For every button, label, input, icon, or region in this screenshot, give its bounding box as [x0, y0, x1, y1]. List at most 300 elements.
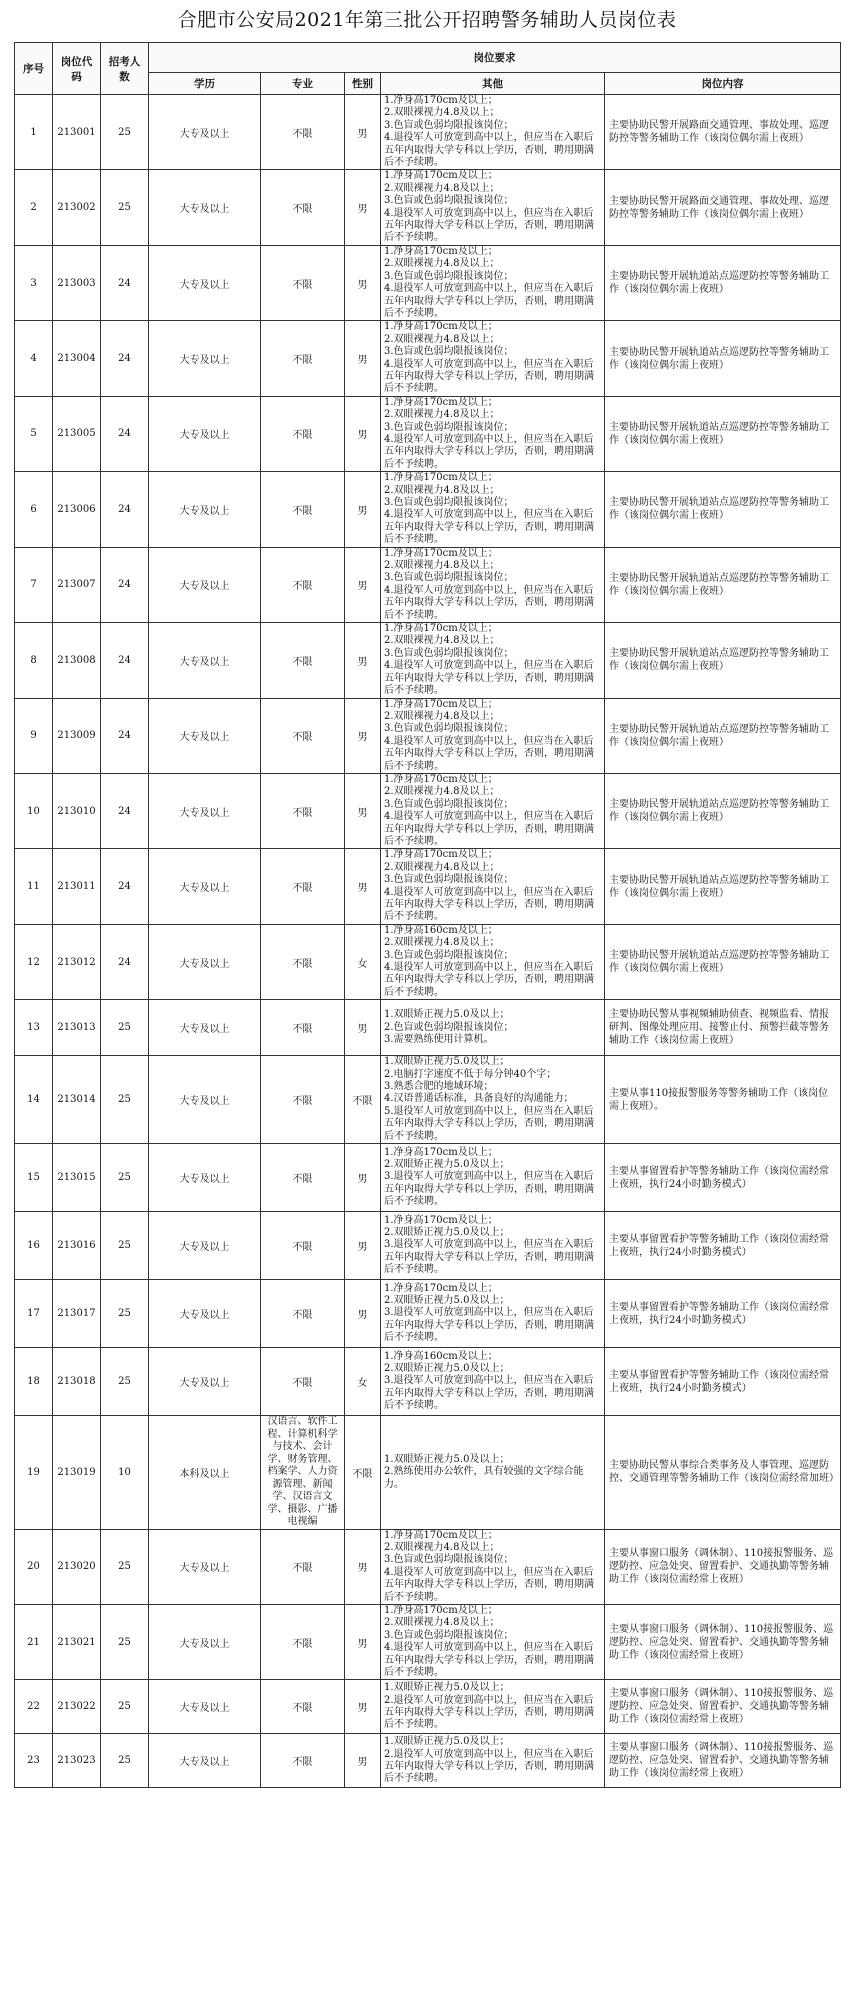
requirement-line: 1.净身高170cm及以上； [384, 1605, 498, 1617]
row-seq: 2 [15, 170, 53, 245]
row-gender: 男 [345, 321, 381, 396]
row-seq: 16 [15, 1212, 53, 1280]
row-major: 不限 [261, 547, 345, 622]
requirement-line: 1.净身高170cm及以上； [384, 849, 498, 861]
row-count: 25 [101, 1680, 149, 1734]
row-major: 不限 [261, 1529, 345, 1604]
requirement-line: 3.熟悉合肥的地域环境； [384, 1081, 494, 1093]
row-count: 24 [101, 924, 149, 999]
row-gender: 男 [345, 1529, 381, 1604]
requirement-line: 1.净身高170cm及以上； [384, 1529, 498, 1541]
row-count: 24 [101, 472, 149, 547]
row-gender: 男 [345, 1212, 381, 1280]
requirement-line: 1.双眼矫正视力5.0及以上； [384, 1056, 510, 1068]
requirement-line: 3.色盲或色弱均限报该岗位； [384, 647, 514, 659]
row-gender: 男 [345, 95, 381, 170]
row-content: 主要协助民警开展轨道站点巡逻防控等警务辅助工作（该岗位偶尔需上夜班） [605, 698, 841, 773]
row-education: 本科及以上 [149, 1416, 261, 1530]
row-code: 213009 [53, 698, 101, 773]
requirement-line: 2.双眼裸视力4.8及以上； [384, 937, 500, 949]
row-major: 不限 [261, 1734, 345, 1788]
header-requirements: 岗位要求 [149, 43, 841, 73]
row-major: 不限 [261, 1144, 345, 1212]
requirement-line: 4.退役军人可放宽到高中以上，但应当在入职后五年内取得大学专科以上学历，否则，聘用期满后不予续聘。 [384, 283, 594, 319]
row-education: 大专及以上 [149, 547, 261, 622]
row-seq: 19 [15, 1416, 53, 1530]
row-other-requirements [381, 924, 605, 999]
requirement-line: 4.退役军人可放宽到高中以上，但应当在入职后五年内取得大学专科以上学历，否则，聘用期满后不予续聘。 [384, 433, 594, 470]
header-gender: 性别 [345, 73, 381, 95]
row-major: 不限 [261, 1605, 345, 1680]
table-row [15, 1529, 841, 1604]
table-row [15, 698, 841, 773]
row-code: 213005 [53, 396, 101, 471]
row-gender: 男 [345, 1680, 381, 1734]
row-seq: 15 [15, 1144, 53, 1212]
row-code: 213021 [53, 1605, 101, 1680]
requirement-line: 3.退役军人可放宽到高中以上，但应当在入职后五年内取得大学专科以上学历，否则，聘用期满后不予续聘。 [384, 1171, 594, 1208]
row-seq: 12 [15, 924, 53, 999]
row-gender: 不限 [345, 1056, 381, 1144]
requirement-line: 3.退役军人可放宽到高中以上，但应当在入职后五年内取得大学专科以上学历，否则，聘用期满后不予续聘。 [384, 1375, 594, 1412]
row-major: 不限 [261, 698, 345, 773]
row-content: 主要协助民警开展轨道站点巡逻防控等警务辅助工作（该岗位偶尔需上夜班） [605, 924, 841, 999]
row-gender: 男 [345, 245, 381, 320]
row-code: 213013 [53, 1000, 101, 1056]
row-content: 主要协助民警开展路面交通管理、事故处理、巡逻防控等警务辅助工作（该岗位偶尔需上夜班） [605, 95, 841, 170]
row-count: 10 [101, 1416, 149, 1530]
table-row [15, 1348, 841, 1416]
requirement-line: 2.双眼矫正视力5.0及以上； [384, 1362, 510, 1374]
row-code: 213008 [53, 623, 101, 698]
requirement-line: 3.色盲或色弱均限报该岗位； [384, 119, 514, 131]
header-seq: 序号 [15, 43, 53, 95]
row-other-requirements [381, 170, 605, 245]
row-gender: 男 [345, 773, 381, 848]
requirement-line: 2.电脑打字速度不低于每分钟40个字； [384, 1068, 557, 1080]
row-code: 213012 [53, 924, 101, 999]
row-seq: 14 [15, 1056, 53, 1144]
table-row [15, 245, 841, 320]
requirement-line: 4.退役军人可放宽到高中以上，但应当在入职后五年内取得大学专科以上学历，否则，聘用期满后不予续聘。 [384, 962, 594, 998]
table-row [15, 1280, 841, 1348]
row-content: 主要协助民警开展轨道站点巡逻防控等警务辅助工作（该岗位偶尔需上夜班） [605, 849, 841, 924]
row-content: 主要协助民警开展轨道站点巡逻防控等警务辅助工作（该岗位偶尔需上夜班） [605, 623, 841, 698]
table-row [15, 1605, 841, 1680]
row-seq: 17 [15, 1280, 53, 1348]
row-count: 25 [101, 1605, 149, 1680]
requirement-line: 3.色盲或色弱均限报该岗位； [384, 874, 514, 886]
row-gender: 男 [345, 170, 381, 245]
row-seq: 13 [15, 1000, 53, 1056]
requirement-line: 2.双眼裸视力4.8及以上； [384, 484, 500, 496]
table-row [15, 1416, 841, 1530]
table-row [15, 321, 841, 396]
row-other-requirements [381, 1416, 605, 1530]
row-count: 25 [101, 1529, 149, 1604]
row-gender: 男 [345, 547, 381, 622]
row-gender: 男 [345, 1734, 381, 1788]
requirement-line: 2.双眼裸视力4.8及以上； [384, 107, 500, 119]
row-education: 大专及以上 [149, 849, 261, 924]
requirement-line: 1.净身高170cm及以上； [384, 1214, 498, 1226]
requirement-line: 4.退役军人可放宽到高中以上，但应当在入职后五年内取得大学专科以上学历，否则，聘用期满后不予续聘。 [384, 132, 594, 169]
row-other-requirements [381, 472, 605, 547]
table-row [15, 924, 841, 999]
row-seq: 4 [15, 321, 53, 396]
requirement-line: 1.净身高160cm及以上； [384, 924, 498, 936]
row-seq: 5 [15, 396, 53, 471]
row-code: 213001 [53, 95, 101, 170]
requirement-line: 3.色盲或色弱均限报该岗位； [384, 421, 514, 433]
table-row [15, 95, 841, 170]
row-code: 213014 [53, 1056, 101, 1144]
row-other-requirements [381, 1000, 605, 1056]
row-seq: 23 [15, 1734, 53, 1788]
row-content: 主要协助民警开展轨道站点巡逻防控等警务辅助工作（该岗位偶尔需上夜班） [605, 396, 841, 471]
row-gender: 男 [345, 1144, 381, 1212]
table-row [15, 1144, 841, 1212]
requirement-line: 1.净身高170cm及以上； [384, 547, 498, 559]
table-row [15, 1212, 841, 1280]
row-education: 大专及以上 [149, 623, 261, 698]
row-code: 213007 [53, 547, 101, 622]
requirement-line: 4.退役军人可放宽到高中以上，但应当在入职后五年内取得大学专科以上学历，否则，聘用期满后不予续聘。 [384, 886, 594, 923]
row-other-requirements [381, 321, 605, 396]
row-education: 大专及以上 [149, 1144, 261, 1212]
row-code: 213006 [53, 472, 101, 547]
table-row [15, 623, 841, 698]
row-other-requirements [381, 1605, 605, 1680]
row-content: 主要协助民警开展轨道站点巡逻防控等警务辅助工作（该岗位偶尔需上夜班） [605, 321, 841, 396]
requirement-line: 1.双眼矫正视力5.0及以上； [384, 1453, 510, 1465]
row-major: 不限 [261, 95, 345, 170]
document-title: 合肥市公安局2021年第三批公开招聘警务辅助人员岗位表 [177, 9, 677, 31]
row-count: 24 [101, 698, 149, 773]
requirement-line: 2.双眼裸视力4.8及以上； [384, 710, 500, 722]
table-body [15, 95, 841, 1788]
row-content: 主要协助民警从事视频辅助侦查、视频监看、情报研判、图像处理应用、接警止付、预警拦截等警务辅助工作（该岗位需上夜班） [605, 1000, 841, 1056]
row-content: 主要从事留置看护等警务辅助工作（该岗位需经常上夜班，执行24小时勤务模式） [605, 1144, 841, 1212]
requirement-line: 1.净身高170cm及以上； [384, 396, 498, 408]
row-major: 不限 [261, 773, 345, 848]
row-count: 24 [101, 623, 149, 698]
row-education: 大专及以上 [149, 95, 261, 170]
requirement-line: 4.退役军人可放宽到高中以上，但应当在入职后五年内取得大学专科以上学历，否则，聘用期满后不予续聘。 [384, 811, 594, 847]
table-row [15, 1000, 841, 1056]
row-education: 大专及以上 [149, 245, 261, 320]
row-other-requirements [381, 1144, 605, 1212]
row-code: 213011 [53, 849, 101, 924]
requirement-line: 4.退役军人可放宽到高中以上，但应当在入职后五年内取得大学专科以上学历，否则，聘用期满后不予续聘。 [384, 735, 594, 772]
requirement-line: 2.双眼裸视力4.8及以上； [384, 409, 500, 421]
row-education: 大专及以上 [149, 1280, 261, 1348]
requirement-line: 3.色盲或色弱均限报该岗位； [384, 1629, 514, 1641]
requirement-line: 2.熟练使用办公软件，具有较强的文字综合能力。 [384, 1466, 584, 1490]
table-row [15, 396, 841, 471]
row-gender: 女 [345, 1348, 381, 1416]
requirement-line: 2.色盲或色弱均限报该岗位； [384, 1021, 514, 1033]
requirement-line: 1.净身高170cm及以上； [384, 245, 498, 257]
positions-table [14, 42, 841, 1788]
requirement-line: 2.双眼裸视力4.8及以上； [384, 1617, 500, 1629]
row-other-requirements [381, 1680, 605, 1734]
requirement-line: 3.色盲或色弱均限报该岗位； [384, 195, 514, 207]
row-education: 大专及以上 [149, 1734, 261, 1788]
requirement-line: 3.退役军人可放宽到高中以上，但应当在入职后五年内取得大学专科以上学历，否则，聘用期满后不予续聘。 [384, 1307, 594, 1344]
requirement-line: 2.双眼裸视力4.8及以上； [384, 333, 500, 345]
row-code: 213018 [53, 1348, 101, 1416]
requirement-line: 2.双眼裸视力4.8及以上； [384, 182, 500, 194]
row-count: 24 [101, 396, 149, 471]
requirement-line: 3.色盲或色弱均限报该岗位； [384, 1554, 514, 1566]
row-education: 大专及以上 [149, 1056, 261, 1144]
row-other-requirements [381, 698, 605, 773]
table-row [15, 1734, 841, 1788]
requirement-line: 1.净身高160cm及以上； [384, 1350, 498, 1362]
requirement-line: 1.净身高170cm及以上； [384, 698, 498, 710]
row-gender: 男 [345, 1605, 381, 1680]
requirement-line: 1.净身高170cm及以上； [384, 773, 498, 785]
requirement-line: 1.双眼矫正视力5.0及以上； [384, 1736, 510, 1748]
row-count: 25 [101, 170, 149, 245]
row-major: 不限 [261, 623, 345, 698]
row-education: 大专及以上 [149, 396, 261, 471]
requirement-line: 4.退役军人可放宽到高中以上，但应当在入职后五年内取得大学专科以上学历，否则，聘用期满后不予续聘。 [384, 1642, 594, 1679]
row-code: 213004 [53, 321, 101, 396]
row-other-requirements [381, 1056, 605, 1144]
row-other-requirements [381, 396, 605, 471]
row-education: 大专及以上 [149, 1212, 261, 1280]
row-seq: 10 [15, 773, 53, 848]
row-gender: 男 [345, 396, 381, 471]
row-gender: 女 [345, 924, 381, 999]
requirement-line: 2.双眼裸视力4.8及以上； [384, 560, 500, 572]
requirement-line: 1.净身高170cm及以上； [384, 623, 498, 635]
requirement-line: 3.色盲或色弱均限报该岗位； [384, 949, 514, 961]
requirement-line: 1.净身高170cm及以上； [384, 321, 498, 333]
row-education: 大专及以上 [149, 698, 261, 773]
row-content: 主要协助民警从事综合类事务及人事管理、巡逻防控、交通管理等警务辅助工作（该岗位需经常加班） [605, 1416, 841, 1530]
row-major: 不限 [261, 1348, 345, 1416]
row-content: 主要从事窗口服务（调休制）、110接报警服务、巡逻防控、应急处突、留置看护、交通执勤等警务辅助工作（该岗位需经常上夜班） [605, 1605, 841, 1680]
row-content: 主要从事窗口服务（调休制）、110接报警服务、巡逻防控、应急处突、留置看护、交通执勤等警务辅助工作（该岗位需经常上夜班） [605, 1680, 841, 1734]
requirement-line: 1.净身高170cm及以上； [384, 95, 498, 106]
requirement-line: 4.退役军人可放宽到高中以上，但应当在入职后五年内取得大学专科以上学历，否则，聘用期满后不予续聘。 [384, 660, 594, 697]
header-other: 其他 [381, 73, 605, 95]
row-education: 大专及以上 [149, 170, 261, 245]
requirement-line: 2.退役军人可放宽到高中以上，但应当在入职后五年内取得大学专科以上学历，否则，聘用期满后不予续聘。 [384, 1694, 594, 1731]
requirement-line: 4.退役军人可放宽到高中以上，但应当在入职后五年内取得大学专科以上学历，否则，聘用期满后不予续聘。 [384, 207, 594, 244]
row-count: 25 [101, 1212, 149, 1280]
requirement-line: 2.双眼矫正视力5.0及以上； [384, 1226, 510, 1238]
row-count: 24 [101, 547, 149, 622]
row-seq: 22 [15, 1680, 53, 1734]
row-gender: 男 [345, 849, 381, 924]
row-education: 大专及以上 [149, 321, 261, 396]
row-gender: 男 [345, 1000, 381, 1056]
requirement-line: 2.双眼裸视力4.8及以上； [384, 258, 500, 270]
row-other-requirements [381, 547, 605, 622]
row-other-requirements [381, 1212, 605, 1280]
row-content: 主要协助民警开展轨道站点巡逻防控等警务辅助工作（该岗位偶尔需上夜班） [605, 245, 841, 320]
row-major: 不限 [261, 1680, 345, 1734]
requirement-line: 4.退役军人可放宽到高中以上，但应当在入职后五年内取得大学专科以上学历，否则，聘用期满后不予续聘。 [384, 358, 594, 395]
row-code: 213002 [53, 170, 101, 245]
row-other-requirements [381, 1734, 605, 1788]
row-count: 25 [101, 1734, 149, 1788]
requirement-line: 5.退役军人可放宽到高中以上，但应当在入职后五年内取得大学专科以上学历，否则，聘用期满后不予续聘。 [384, 1105, 594, 1142]
row-other-requirements [381, 95, 605, 170]
row-education: 大专及以上 [149, 1348, 261, 1416]
requirement-line: 3.色盲或色弱均限报该岗位； [384, 572, 514, 584]
row-content: 主要协助民警开展轨道站点巡逻防控等警务辅助工作（该岗位偶尔需上夜班） [605, 472, 841, 547]
row-gender: 男 [345, 623, 381, 698]
row-code: 213003 [53, 245, 101, 320]
row-seq: 6 [15, 472, 53, 547]
row-major: 不限 [261, 849, 345, 924]
row-content: 主要协助民警开展路面交通管理、事故处理、巡逻防控等警务辅助工作（该岗位偶尔需上夜班） [605, 170, 841, 245]
requirement-line: 4.汉语普通话标准，具备良好的沟通能力； [384, 1093, 574, 1105]
requirement-line: 1.双眼矫正视力5.0及以上； [384, 1009, 510, 1021]
row-count: 25 [101, 1144, 149, 1212]
requirement-line: 1.净身高170cm及以上； [384, 170, 498, 182]
row-major: 不限 [261, 1000, 345, 1056]
row-seq: 18 [15, 1348, 53, 1416]
table-row [15, 472, 841, 547]
row-code: 213022 [53, 1680, 101, 1734]
table-row [15, 1056, 841, 1144]
row-content: 主要从事窗口服务（调休制）、110接报警服务、巡逻防控、应急处突、留置看护、交通执勤等警务辅助工作（该岗位需经常上夜班） [605, 1734, 841, 1788]
row-code: 213017 [53, 1280, 101, 1348]
row-education: 大专及以上 [149, 1000, 261, 1056]
requirement-line: 3.色盲或色弱均限报该岗位； [384, 723, 514, 735]
row-gender: 男 [345, 1280, 381, 1348]
requirement-line: 2.双眼矫正视力5.0及以上； [384, 1158, 510, 1170]
row-gender: 男 [345, 698, 381, 773]
row-content: 主要从事窗口服务（调休制）、110接报警服务、巡逻防控、应急处突、留置看护、交通执勤等警务辅助工作（该岗位需经常上夜班） [605, 1529, 841, 1604]
requirement-line: 1.净身高170cm及以上； [384, 1146, 498, 1158]
row-other-requirements [381, 623, 605, 698]
row-content: 主要从事留置看护等警务辅助工作（该岗位需经常上夜班，执行24小时勤务模式） [605, 1212, 841, 1280]
row-count: 25 [101, 1000, 149, 1056]
header-content: 岗位内容 [605, 73, 841, 95]
row-seq: 8 [15, 623, 53, 698]
row-code: 213023 [53, 1734, 101, 1788]
requirement-line: 2.双眼裸视力4.8及以上； [384, 1542, 500, 1553]
requirement-line: 3.色盲或色弱均限报该岗位； [384, 497, 514, 508]
row-education: 大专及以上 [149, 773, 261, 848]
row-seq: 3 [15, 245, 53, 320]
row-count: 25 [101, 95, 149, 170]
row-major: 不限 [261, 396, 345, 471]
row-seq: 9 [15, 698, 53, 773]
header-major: 专业 [261, 73, 345, 95]
row-seq: 20 [15, 1529, 53, 1604]
row-other-requirements [381, 1348, 605, 1416]
row-other-requirements [381, 849, 605, 924]
requirement-line: 2.双眼裸视力4.8及以上； [384, 861, 500, 873]
row-gender: 男 [345, 472, 381, 547]
row-other-requirements [381, 773, 605, 848]
requirement-line: 1.净身高170cm及以上； [384, 472, 498, 484]
row-code: 213015 [53, 1144, 101, 1212]
row-count: 24 [101, 321, 149, 396]
row-content: 主要协助民警开展轨道站点巡逻防控等警务辅助工作（该岗位偶尔需上夜班） [605, 547, 841, 622]
row-major: 汉语言、软件工程、计算机科学与技术、会计学、财务管理、档案学、人力资源管理、新闻学、汉语言文学、摄影、广播电视编 [261, 1416, 345, 1530]
row-education: 大专及以上 [149, 1605, 261, 1680]
row-code: 213010 [53, 773, 101, 848]
requirement-line: 2.双眼裸视力4.8及以上； [384, 786, 500, 798]
requirement-line: 2.双眼矫正视力5.0及以上； [384, 1294, 510, 1306]
row-education: 大专及以上 [149, 924, 261, 999]
row-major: 不限 [261, 472, 345, 547]
table-row [15, 1680, 841, 1734]
row-gender: 不限 [345, 1416, 381, 1530]
table-row [15, 849, 841, 924]
row-education: 大专及以上 [149, 1680, 261, 1734]
row-major: 不限 [261, 1212, 345, 1280]
row-count: 24 [101, 773, 149, 848]
requirement-line: 2.退役军人可放宽到高中以上，但应当在入职后五年内取得大学专科以上学历，否则，聘用期满后不予续聘。 [384, 1748, 594, 1785]
requirement-line: 4.退役军人可放宽到高中以上，但应当在入职后五年内取得大学专科以上学历，否则，聘用期满后不予续聘。 [384, 584, 594, 621]
row-content: 主要从事留置看护等警务辅助工作（该岗位需经常上夜班，执行24小时勤务模式） [605, 1348, 841, 1416]
table-row [15, 547, 841, 622]
requirement-line: 2.双眼裸视力4.8及以上； [384, 635, 500, 647]
row-code: 213016 [53, 1212, 101, 1280]
row-seq: 21 [15, 1605, 53, 1680]
row-code: 213020 [53, 1529, 101, 1604]
requirement-line: 1.净身高170cm及以上； [384, 1282, 498, 1294]
row-seq: 11 [15, 849, 53, 924]
header-code: 岗位代码 [53, 43, 101, 95]
row-content: 主要协助民警开展轨道站点巡逻防控等警务辅助工作（该岗位偶尔需上夜班） [605, 773, 841, 848]
requirement-line: 1.双眼矫正视力5.0及以上； [384, 1682, 510, 1694]
row-other-requirements [381, 245, 605, 320]
table-row [15, 170, 841, 245]
row-education: 大专及以上 [149, 472, 261, 547]
row-content: 主要从事留置看护等警务辅助工作（该岗位需经常上夜班，执行24小时勤务模式） [605, 1280, 841, 1348]
row-major: 不限 [261, 1056, 345, 1144]
row-major: 不限 [261, 170, 345, 245]
row-seq: 7 [15, 547, 53, 622]
requirement-line: 3.色盲或色弱均限报该岗位； [384, 798, 514, 810]
row-count: 25 [101, 1280, 149, 1348]
header-education: 学历 [149, 73, 261, 95]
requirement-line: 3.色盲或色弱均限报该岗位； [384, 346, 514, 358]
row-count: 25 [101, 1056, 149, 1144]
row-major: 不限 [261, 1280, 345, 1348]
row-major: 不限 [261, 321, 345, 396]
requirement-line: 4.退役军人可放宽到高中以上，但应当在入职后五年内取得大学专科以上学历，否则，聘用期满后不予续聘。 [384, 1566, 594, 1603]
row-major: 不限 [261, 245, 345, 320]
row-major: 不限 [261, 924, 345, 999]
row-other-requirements [381, 1280, 605, 1348]
header-count: 招考人数 [101, 43, 149, 95]
row-count: 24 [101, 849, 149, 924]
row-seq: 1 [15, 95, 53, 170]
table-row [15, 773, 841, 848]
row-other-requirements [381, 1529, 605, 1604]
row-content: 主要从事110接报警服务等警务辅助工作（该岗位需上夜班）。 [605, 1056, 841, 1144]
requirement-line: 3.退役军人可放宽到高中以上，但应当在入职后五年内取得大学专科以上学历，否则，聘用期满后不予续聘。 [384, 1239, 594, 1276]
row-count: 24 [101, 245, 149, 320]
row-count: 25 [101, 1348, 149, 1416]
requirement-line: 3.需要熟练使用计算机。 [384, 1033, 494, 1045]
row-education: 大专及以上 [149, 1529, 261, 1604]
row-code: 213019 [53, 1416, 101, 1530]
requirement-line: 4.退役军人可放宽到高中以上，但应当在入职后五年内取得大学专科以上学历，否则，聘用期满后不予续聘。 [384, 509, 594, 546]
